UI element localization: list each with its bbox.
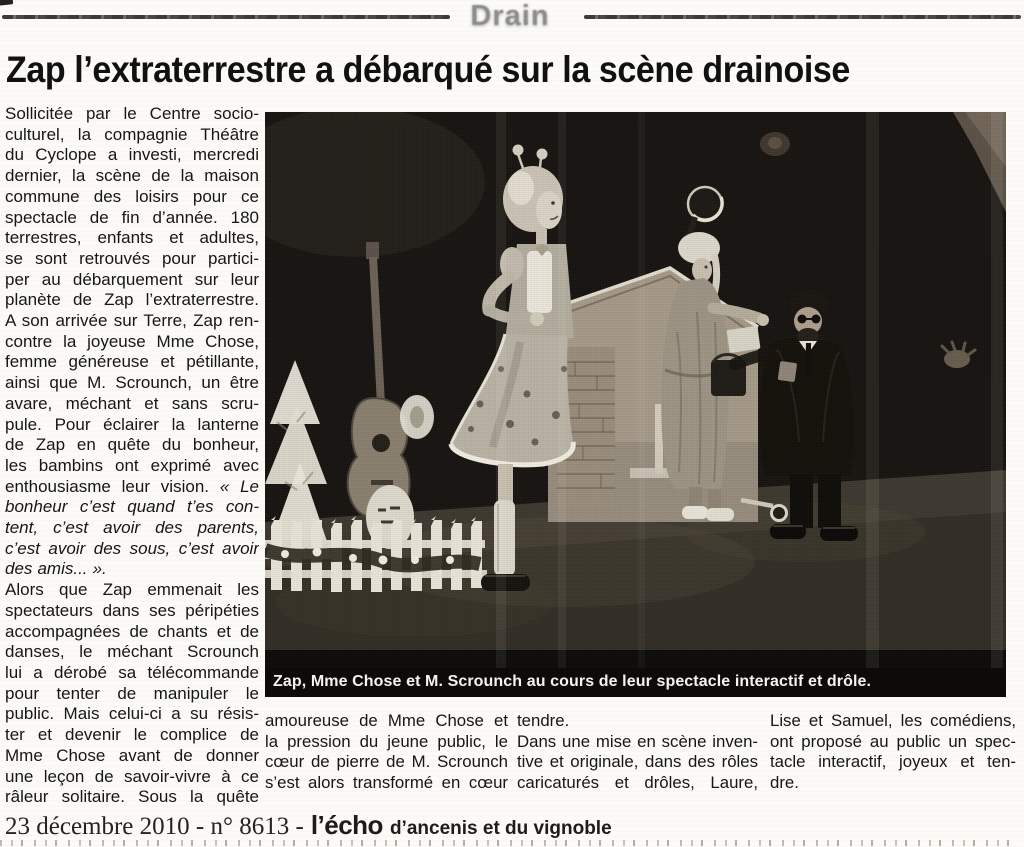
article-column-2 bbox=[265, 711, 508, 793]
text-line: tacle interactif, joyeux et ten- bbox=[770, 752, 1016, 772]
dim-lamp-core bbox=[768, 137, 782, 149]
text-line: lui a dérobé sa télécommande bbox=[5, 662, 259, 682]
text-line: Mme Chose avant de donner bbox=[5, 745, 259, 765]
text-line: commune des loisirs pour ce bbox=[5, 186, 259, 206]
badge bbox=[778, 361, 797, 382]
sneaker bbox=[682, 506, 708, 519]
footer-date-issue: 23 décembre 2010 - n° 8613 - bbox=[5, 813, 304, 840]
article-headline: Zap l’extraterrestre a débarqué sur la scène drainoise bbox=[6, 49, 850, 91]
scan-edge-artifact bbox=[0, 840, 1012, 846]
text-line: accompagnées de chants et de bbox=[5, 621, 259, 641]
section-title: Drain bbox=[470, 0, 550, 32]
text-line: amoureuse de Mme Chose et bbox=[265, 711, 508, 730]
text-line: danses, le méchant Scrounch bbox=[5, 642, 259, 662]
text-line: contre la joyeuse Mme Chose, bbox=[5, 331, 259, 351]
antenna-ball bbox=[513, 145, 524, 156]
article-column-4 bbox=[770, 711, 1016, 793]
text-line: pule. Pour éclairer la lanterne bbox=[5, 414, 259, 434]
text-line: pour tenter de manipuler le bbox=[5, 683, 259, 703]
text-line: caricaturés et drôles, Laure, bbox=[517, 772, 758, 792]
text-line: Dans une mise en scène inven- bbox=[517, 731, 758, 751]
text-line: ainsi que M. Scrounch, un être bbox=[5, 373, 259, 393]
header-rule-left bbox=[2, 15, 450, 19]
text-line: culturel, la compagnie Théâtre bbox=[5, 124, 259, 144]
stage-photo-scene bbox=[265, 112, 1006, 668]
footer-publication-subtitle: d’ancenis et du vignoble bbox=[389, 818, 612, 839]
text-line: tive et originale, dans des rôles bbox=[517, 752, 758, 772]
picket-fence bbox=[265, 516, 487, 592]
photo-caption: Zap, Mme Chose et M. Scrounch au cours de leur spectacle interactif et drôle. bbox=[265, 668, 1006, 697]
text-line: se sont retrouvés pour partici- bbox=[5, 248, 259, 268]
text-line: public. Mais celui-ci a su résis- bbox=[5, 704, 259, 724]
sneaker bbox=[706, 508, 734, 521]
text-line: Sollicitée par le Centre socio- bbox=[5, 104, 259, 123]
text-line: dre. bbox=[770, 772, 799, 792]
text-line: bonheur c’est quand t’es con- bbox=[5, 497, 259, 517]
text-line: per au débarquement sur leur bbox=[5, 269, 259, 289]
text-line: râleur solitaire. Sous la quête bbox=[5, 787, 259, 807]
text-line: tent, c’est avoir des parents, bbox=[5, 518, 259, 538]
article-column-3 bbox=[517, 711, 758, 793]
text-line: de Zap en quête du bonheur, bbox=[5, 435, 259, 455]
antenna-ball bbox=[537, 149, 548, 160]
text-line: ont proposé au public un spec- bbox=[770, 731, 1016, 751]
text-line: dernier, la scène de la maison bbox=[5, 166, 259, 186]
text-line: terrestres, enfants et adultes, bbox=[5, 228, 259, 248]
text-line: spectateurs dans ses péripéties bbox=[5, 600, 259, 620]
text-line: spectacle de fin d’année. 180 bbox=[5, 207, 259, 227]
text-line: tendre. bbox=[517, 711, 570, 730]
text-line: ter et devenir le complice de bbox=[5, 725, 259, 745]
text-line: des amis... ». bbox=[5, 559, 107, 579]
scan-corner-mark bbox=[0, 0, 13, 6]
article-column-1 bbox=[5, 104, 259, 808]
stage-photo bbox=[265, 112, 1006, 697]
text-line: avare, méchant et sans scru- bbox=[5, 393, 259, 413]
photo-bottom-band bbox=[265, 650, 1006, 668]
text-line: une leçon de savoir-vivre à ce bbox=[5, 766, 259, 786]
text-line: Alors que Zap emmenait les bbox=[5, 580, 259, 600]
header-rule-right bbox=[584, 15, 1021, 19]
text-line: planète de Zap l’extraterrestre. bbox=[5, 290, 259, 310]
text-line: du Cyclope a investi, mercredi bbox=[5, 145, 259, 165]
text-line: la pression du jeune public, le bbox=[265, 731, 508, 751]
text-line: les bambins ont exprimé avec bbox=[5, 455, 259, 475]
page-footer bbox=[5, 810, 705, 841]
text-line: s’est alors transformé en cœur bbox=[265, 772, 508, 792]
text-line: Lise et Samuel, les comédiens, bbox=[770, 711, 1016, 730]
text-line: enthousiasme leur vision. « Le bbox=[5, 476, 259, 496]
text-line: c’est avoir des sous, c’est avoir bbox=[5, 538, 259, 558]
footer-publication: l’écho bbox=[310, 810, 383, 840]
text-line: cœur de pierre de M. Scrounch bbox=[265, 752, 508, 772]
text-line: A son arrivée sur Terre, Zap ren- bbox=[5, 311, 259, 331]
text-line: femme généreuse et pétillante, bbox=[5, 352, 259, 372]
